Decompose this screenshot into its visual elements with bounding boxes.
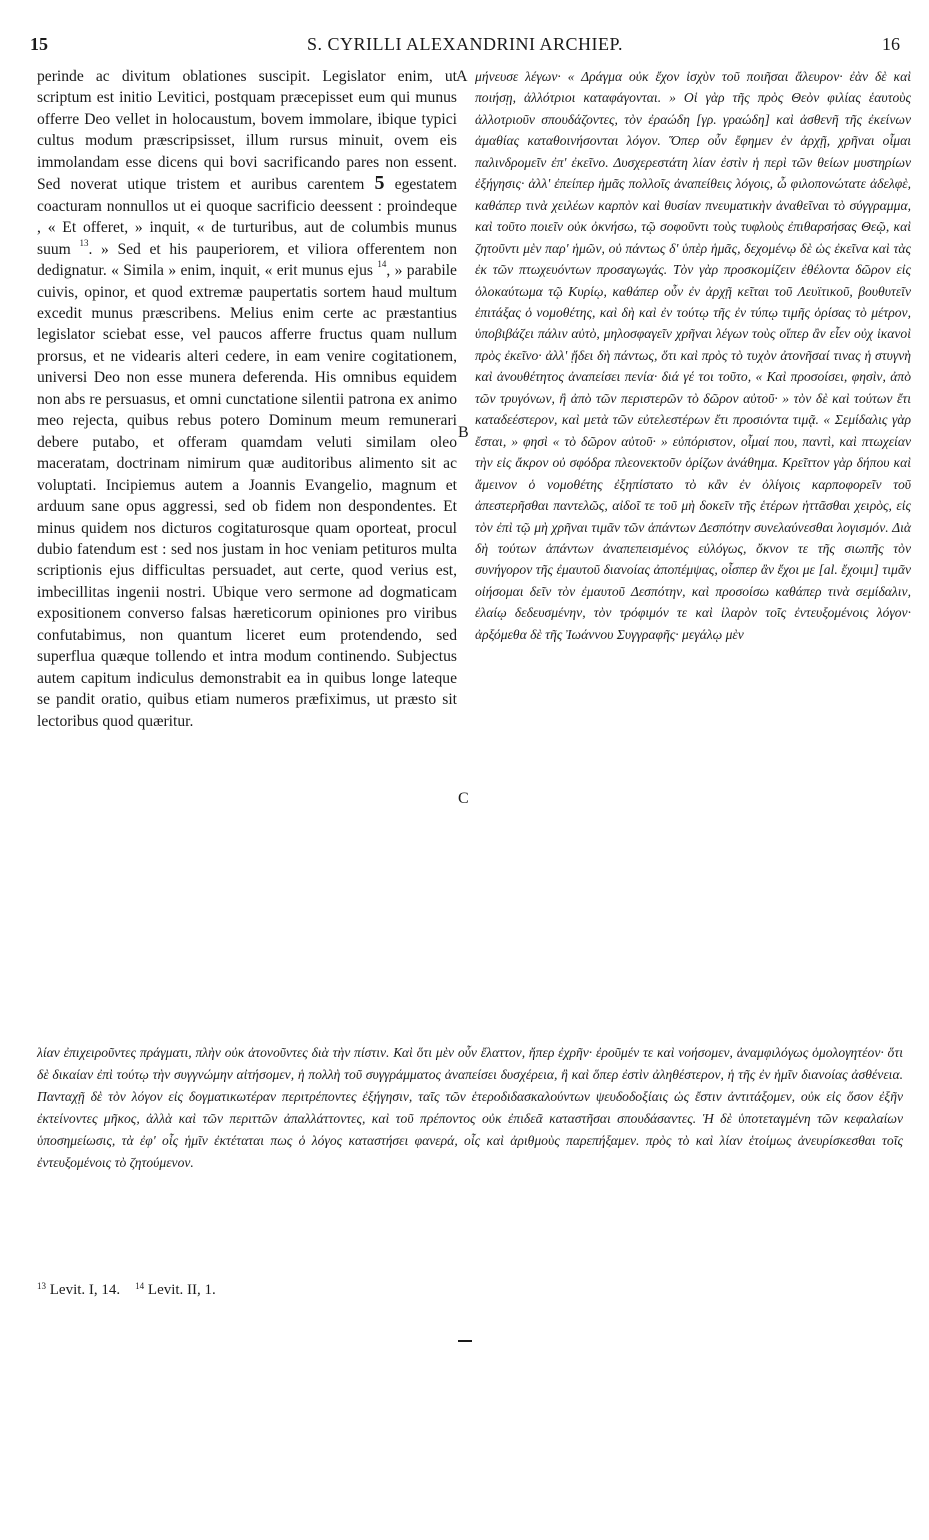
- latin-text: [37, 66, 457, 732]
- footnote-number-14: 14: [135, 1281, 145, 1291]
- column-number-5: 5: [374, 172, 385, 195]
- greek-column-text: μήνευσε λέγων· « Δράγμα οὐκ ἔχον ἰσχὺν τοῦ ποιῆσαι ἄλευρον· ἐὰν δὲ καὶ ποιήσῃ, ἀλλότριοι καταφάγονται. » Οἱ γὰρ τῆς πρὸς Θεὸν φιλίας ἑαυτοὺς ἀλλοτριοῦν σπουδάζοντες, τὸν ἐραώδη [γρ. γραώδη] καὶ ἀσθενῆ τῆς ἐκείνων ἀμαθίας καταθοινήσονται λόγον. Ὅπερ οὖν ἔφημεν ἐν ἀρχῇ, χρῆναι οἶμαι παλινδρομεῖν ἐπ' ἐκεῖνο. Δυσχερεστάτη λίαν ἐστὶν ἡ περὶ τῶν θείων μυστηρίων ἐξήγησις· ἀλλ' ἐπείπερ ἡμᾶς πολλοῖς ἀναπείθεις λόγοις, ὦ φιλοπονώτατε ἀδελφὲ, καθάπερ τινὰ χειλέων καρπὸν καὶ θυσίαν πνευματικὴν ἀναθεῖναι τὸ σύγγραμμα, καὶ τοῦτο ποιεῖν οὐκ ὀκνήσω, τῷ σοφοῦντι τοὺς τυφλοὺς ἐπιθαρσήσας Θεῷ, καὶ ζητοῦντι μὲν παρ' ἡμῶν, οὐ πάντως δ' ὑπὲρ ἡμᾶς, δεχομένῳ δὲ ὡς ἐκεῖνα καὶ τὰς ἐκ τῶν πτωχευόντων προσαγωγάς. Τὸν γὰρ προσκομίζειν ἐθέλοντα δῶρον εἰς ὁλοκαύτωμα τῷ Κυρίῳ, καθάπερ οὖν ἐν ἀρχῇ κεῖται τοῦ Λευϊτικοῦ, βουθυτεῖν ἐπιτάξας ὁ νομοθέτης, καὶ δὴ καὶ ἐν τούτῳ τῆς ἐν τύπῳ τιμῆς ὁρίσας τὸ μέτρον, ὑποβιβάζει πάλιν αὐτὸ, μηλοσφαγεῖν χρῆναι λέγων τοὺς οἵπερ ἂν εἶεν οὐχ ἱκανοὶ πρὸς ἐκεῖνο· ἀλλ' ᾔδει δὴ πάντως, ὅτι καὶ πρὸς τὸ τυχὸν ἀτονῆσαί τινας ἡ στυγνὴ καὶ ἀνουθέτητος ἀναπείσει πενία· διά γέ τοι τοῦτο, « Καὶ προσοίσει, φησὶν, ἀπὸ τῶν τρυγόνων, ἢ ἀπὸ τῶν περιστερῶν τὸ δῶρον αὐτοῦ· » τὸν δὲ καὶ τούτων ἔτι καταδεέστερον, καὶ μετὰ τῶν εὐτελεστέρων ἔτι προσιόντα τιμᾷ. « Σεμίδαλις γὰρ ἔσται, » φησὶ « τὸ δῶρον αὐτοῦ· » εὐπόριστον, οἶμαί που, παντὶ, καὶ πτωχείαν τὴν εἰς ἄκρον οὐ σφόδρα πλεονεκτοῦν ὁρίζων ἀνάθημα. Κρεῖττον γὰρ δήπου καὶ ἄμεινον ὁ νομοθέτης ἐξηπίστατο τὸ κἂν ἐν ὀλίγοις καρποφορεῖν τοῦ ἀπεστερῆσθαι παντελῶς, αἰδοῖ τε τοῦ μὴ δοκεῖν τῆς ἑτέρων ἡττᾶσθαι χειρὸς, εἰς τὸν ἐπὶ τῷ μὴ χρῆναι τιμᾶν τῶν ἁπάντων Δεσπότην συνελαύνεσθαι λογισμόν. Διὰ δὴ τούτων ἁπάντων ἀναπεπεισμένος εὐλόγως, ὄκνον τε τῆς σιωπῆς τὸν συνήγορον τῆς ἐμαυτοῦ διανοίας ἀποπέμψας, οἷσπερ ἂν ἔχοι με [al. ἔχοιμι] τιμᾶν οἰήσομαι δεῖν τὸν ἐμαυτοῦ Δεσπότην, καὶ προσοίσω καθάπερ τινὰ σεμίδαλιν, ἐλαίῳ δεδευσμένην, τὸν τρόφιμόν τε καὶ ἱλαρὸν τοῖς ἐντευξομένοις λόγον· ἀρξόμεθα δὲ τῆς Ἰωάννου Συγγραφῆς· μεγάλῳ μὲν: [475, 69, 911, 642]
- footnote-text-13: Levit. I, 14.: [49, 1282, 121, 1298]
- footnotes: [37, 1282, 537, 1299]
- page-number-left: 15: [30, 34, 48, 54]
- margin-marker-a: A: [456, 68, 468, 85]
- footnote-number-13: 13: [37, 1281, 46, 1291]
- footnote-ref-14: 14: [377, 259, 387, 270]
- latin-column: [37, 66, 457, 732]
- running-title: S. CYRILLI ALEXANDRINI ARCHIEP.: [306, 34, 623, 54]
- running-header: [30, 34, 900, 58]
- footnote-text-14: Levit. II, 1.: [147, 1282, 216, 1298]
- greek-full-width-text: [37, 1042, 903, 1174]
- latin-part-2: egestatem coacturam nonnullos ut ei quoque sacrificio deessent : proindeque , « Et offeret, » inquit, « de turturibus, aut de columbis munus suum: [37, 176, 458, 258]
- separator-rule: [458, 1340, 472, 1342]
- footnote-ref-13: 13: [79, 237, 89, 248]
- margin-marker-b: B: [458, 424, 469, 441]
- latin-part-3: . » Sed et his pauperiorem, et viliora offerentem non dedignatur. « Simila » enim, inquit, « erit munus ejus: [37, 240, 457, 280]
- page-number-right: 16: [882, 34, 900, 54]
- latin-part-4: , » parabile cuivis, opinor, et quod extremæ paupertatis sortem haud multum excedit munus præscribens. Melius enim certe ac præstantius legislator sciebat esse, vel paucos afferre fructus quam nullum prorsus, et ne videaris alteri cedere, in eam venire cogitationem, universi Deo non esse munera deferenda. His omnibus equidem non abs re persuasus, et omni cunctatione silentii patrona ex animo meo rejecta, quibus rebus potero Dominum meum remunerari debere putabo, et offeram quamdam veluti similam oleo maceratam, doctrinam nimirum quæ auditoribus alimento sit ac voluptati. Incipiemus autem a Joannis Evangelio, magnum et arduum sane opus aggressi, sed ob fidem non despondentes. Et minus quidem nos dicturos cogitaturosque quam oporteat, procul dubio fatendum est : sed nos justam in hoc veniam petituros multa scriptionis ejus difficultas persuadet, aut certe, quod verius est, imbecillitas ingenii nostri. Ubique vero sermone ad dogmaticam expositionem converso falsas hæreticorum opiniones pro viribus confutabimus, non quantum liceret eum protendendo, sed superflua quæque tollendo et intra modum continendo. Subjectus autem capitum indiculus demonstrabit ea in quibus longe lateque se pandit oratio, quibus etiam numeros præfiximus, ut præsto sit lectoribus quod quæritur.: [37, 262, 457, 730]
- greek-full-text: λίαν ἐπιχειροῦντες πράγματι, πλὴν οὐκ ἀτονοῦντες διὰ τὴν πίστιν. Καὶ ὅτι μὲν οὖν ἔλαττον, ἤπερ ἐχρῆν· ἐροῦμέν τε καὶ νοήσομεν, ἀναμφιλόγως ὁμολογητέον· ὅτι δὲ δικαίαν ἐπὶ τούτῳ τὴν συγγνώμην αἰτήσομεν, ἡ πολλὴ τοῦ συγγράμματος ἀναπείσει δυσχέρεια, ἢ καὶ ὅπερ ἐστὶν ἀληθέστερον, ἡ τῆς ἐν ἡμῖν διανοίας ἀσθένεια. Πανταχῇ δὲ τὸν λόγον εἰς δογματικωτέραν περιτρέποντες ἐξήγησιν, ταῖς τῶν ἑτεροδιδασκαλούντων ψευδοδοξίαις ὡς ἔστιν ἀντιτάξομεν, οὐκ εἰς ὅσον ἐξῆν ἐκτείνοντες μῆκος, ἀλλὰ καὶ τῶν περιττῶν ἀπαλλάττοντες, καὶ τοῦ πρέποντος οὐκ ἐπιδεᾶ καταστῆσαι σπουδάσαντες. Ἡ δὲ ὑποτεταγμένη τῶν κεφαλαίων ὑποσημείωσις, τὰ ἐφ' οἷς ἡμῖν ἐκτέταται πως ὁ λόγος καταστήσει φανερά, οἷς καὶ ἀριθμοὺς παρεπήξαμεν. πρὸς τὸ καὶ λίαν ἑτοίμως ἀνευρίσκεσθαι τοῖς ἐντευξομένοις τὸ ζητούμενον.: [37, 1045, 903, 1170]
- latin-part-1: perinde ac divitum oblationes suscipit. Legislator enim, ut scriptum est initio Levitici, postquam præcepisset eum qui munus offerre Deo vellet in holocaustum, bovem immolare, ibique typici cultus modum præscripsisset, illum rursus minuit, ovem eis immolandam esse dicens qui bovi sacrificando pares non essent. Sed noverat utique tristem et auribus carentem: [37, 68, 457, 194]
- margin-marker-c: C: [458, 790, 469, 807]
- greek-column: [475, 66, 911, 645]
